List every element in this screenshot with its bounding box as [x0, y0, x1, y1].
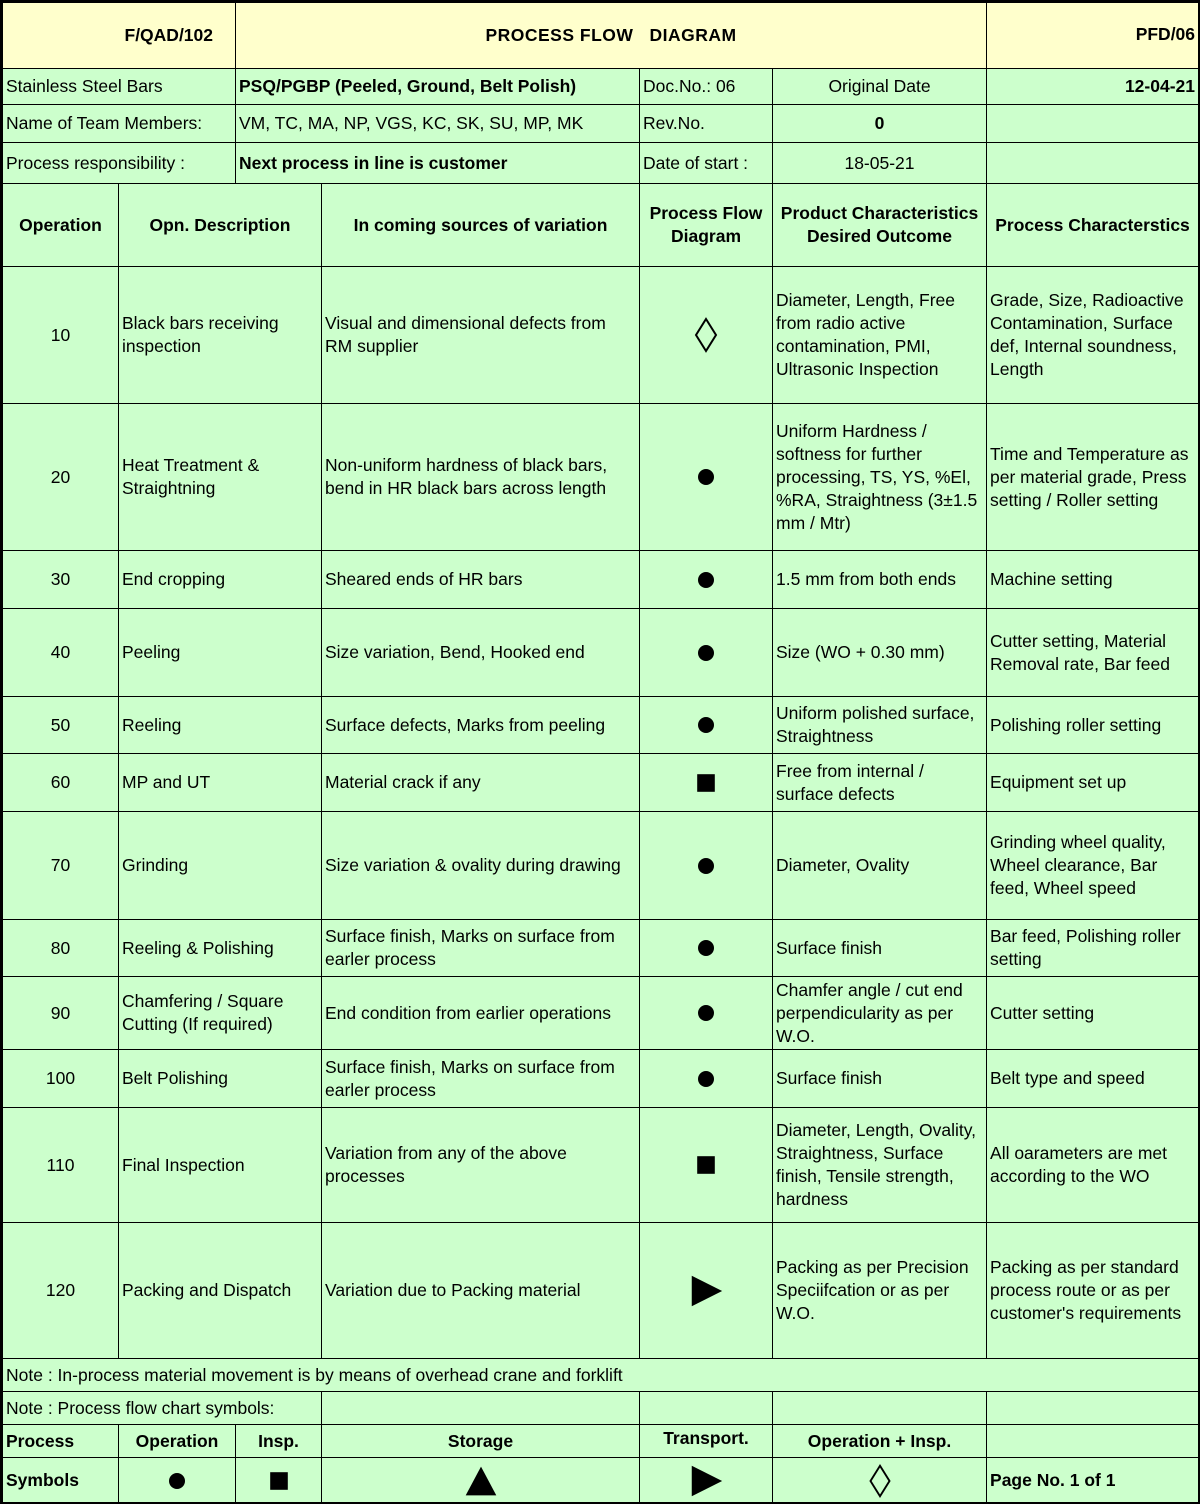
empty-cell: [987, 1392, 1199, 1425]
legend-transport-symbol: [640, 1458, 773, 1504]
operation-number: 40: [3, 609, 119, 697]
operation-row: [3, 1050, 1199, 1108]
operation-description: Reeling: [119, 697, 322, 754]
variation-sources: Size variation & ovality during drawing: [322, 812, 640, 920]
process-characteristics: Belt type and speed: [987, 1050, 1199, 1108]
process-characteristics: Equipment set up: [987, 754, 1199, 812]
triangle-up-icon: [325, 1463, 636, 1499]
legend-inspection-label: Insp.: [236, 1425, 322, 1458]
start-date-label: Date of start :: [640, 143, 773, 184]
product-characteristics: Surface finish: [773, 920, 987, 977]
col-header-process: Process Characterstics: [987, 184, 1199, 267]
operation-number: 70: [3, 812, 119, 920]
operation-description: Heat Treatment & Straightning: [119, 404, 322, 551]
product-name: Stainless Steel Bars: [3, 69, 236, 105]
legend-symbol-row: [3, 1458, 1199, 1504]
process-characteristics: Grade, Size, Radioactive Contamination, Surface def, Internal soundness, Length: [987, 267, 1199, 404]
flow-symbol-cell: [640, 754, 773, 812]
movement-note: Note : In-process material movement is by means of overhead crane and forklift: [3, 1359, 1199, 1392]
variation-sources: Variation due to Packing material: [322, 1223, 640, 1359]
square-icon: [643, 767, 769, 799]
operation-row: [3, 404, 1199, 551]
product-characteristics: Diameter, Ovality: [773, 812, 987, 920]
variation-sources: Surface finish, Marks on surface from earler process: [322, 920, 640, 977]
team-members: VM, TC, MA, NP, VGS, KC, SK, SU, MP, MK: [236, 105, 640, 143]
variation-sources: Surface finish, Marks on surface from earler process: [322, 1050, 640, 1108]
operation-row: [3, 1108, 1199, 1223]
operation-number: 90: [3, 977, 119, 1050]
operation-number: 80: [3, 920, 119, 977]
start-date: 18-05-21: [773, 143, 987, 184]
operation-row: [3, 977, 1199, 1050]
col-header-description: Opn. Description: [119, 184, 322, 267]
responsibility-value: Next process in line is customer: [236, 143, 640, 184]
process-characteristics: Cutter setting, Material Removal rate, Bar feed: [987, 609, 1199, 697]
page-number: Page No. 1 of 1: [987, 1458, 1199, 1504]
legend-operation-label: Operation: [119, 1425, 236, 1458]
variation-sources: Surface defects, Marks from peeling: [322, 697, 640, 754]
square-icon: [239, 1465, 318, 1497]
product-characteristics: Surface finish: [773, 1050, 987, 1108]
circle-icon: [643, 932, 769, 964]
legend-inspection-symbol: [236, 1458, 322, 1504]
flow-symbol-cell: [640, 551, 773, 609]
operation-description: MP and UT: [119, 754, 322, 812]
product-characteristics: Diameter, Length, Free from radio active contamination, PMI, Ultrasonic Inspection: [773, 267, 987, 404]
process-characteristics: Grinding wheel quality, Wheel clearance, Bar feed, Wheel speed: [987, 812, 1199, 920]
circle-icon: [643, 850, 769, 882]
note-row: [3, 1392, 1199, 1425]
rev-number: 0: [773, 105, 987, 143]
operation-number: 10: [3, 267, 119, 404]
empty-cell: [987, 105, 1199, 143]
circle-icon: [643, 1063, 769, 1095]
operation-number: 110: [3, 1108, 119, 1223]
original-date: 12-04-21: [987, 69, 1199, 105]
flow-symbol-cell: [640, 977, 773, 1050]
operation-description: Packing and Dispatch: [119, 1223, 322, 1359]
legend-operation-symbol: [119, 1458, 236, 1504]
circle-icon: [643, 637, 769, 669]
circle-icon: [643, 564, 769, 596]
process-characteristics: All oarameters are met according to the WO: [987, 1108, 1199, 1223]
team-label: Name of Team Members:: [3, 105, 236, 143]
diamond-icon: [776, 1462, 983, 1500]
operation-row: [3, 812, 1199, 920]
title-row: [3, 3, 1199, 69]
pfd-number: PFD/06: [987, 3, 1199, 69]
operation-description: Grinding: [119, 812, 322, 920]
variation-sources: Size variation, Bend, Hooked end: [322, 609, 640, 697]
process-characteristics: Machine setting: [987, 551, 1199, 609]
circle-icon: [643, 997, 769, 1029]
operation-description: End cropping: [119, 551, 322, 609]
process-characteristics: Polishing roller setting: [987, 697, 1199, 754]
flow-symbol-cell: [640, 609, 773, 697]
product-characteristics: Packing as per Precision Speciifcation or as per W.O.: [773, 1223, 987, 1359]
empty-cell: [773, 1392, 987, 1425]
legend-storage-label: Storage: [322, 1425, 640, 1458]
note-row: [3, 1359, 1199, 1392]
flow-symbol-cell: [640, 1050, 773, 1108]
triangle-right-icon: [643, 1462, 769, 1500]
operation-number: 20: [3, 404, 119, 551]
process-name: PSQ/PGBP (Peeled, Ground, Belt Polish): [236, 69, 640, 105]
operation-row: [3, 1223, 1199, 1359]
operation-row: [3, 697, 1199, 754]
empty-cell: [987, 1425, 1199, 1458]
column-header-row: [3, 184, 1199, 267]
operation-description: Chamfering / Square Cutting (If required): [119, 977, 322, 1050]
variation-sources: Variation from any of the above processes: [322, 1108, 640, 1223]
product-characteristics: Uniform polished surface, Straightness: [773, 697, 987, 754]
variation-sources: End condition from earlier operations: [322, 977, 640, 1050]
circle-icon: [643, 461, 769, 493]
operation-description: Reeling & Polishing: [119, 920, 322, 977]
form-number: F/QAD/102: [3, 3, 236, 69]
pfd-table: [2, 2, 1199, 1504]
empty-cell: [322, 1392, 640, 1425]
variation-sources: Material crack if any: [322, 754, 640, 812]
product-characteristics: 1.5 mm from both ends: [773, 551, 987, 609]
info-row-2: [3, 105, 1199, 143]
operation-description: Peeling: [119, 609, 322, 697]
operation-description: Black bars receiving inspection: [119, 267, 322, 404]
product-characteristics: Size (WO + 0.30 mm): [773, 609, 987, 697]
col-header-product: Product Characteristics Desired Outcome: [773, 184, 987, 267]
triangle-right-icon: [643, 1272, 769, 1310]
circle-icon: [122, 1465, 232, 1497]
empty-cell: [640, 1392, 773, 1425]
product-characteristics: Chamfer angle / cut end perpendicularity as per W.O.: [773, 977, 987, 1050]
original-date-label: Original Date: [773, 69, 987, 105]
process-characteristics: Cutter setting: [987, 977, 1199, 1050]
operation-row: [3, 920, 1199, 977]
operation-row: [3, 754, 1199, 812]
doc-number: Doc.No.: 06: [640, 69, 773, 105]
operation-number: 30: [3, 551, 119, 609]
operation-description: Belt Polishing: [119, 1050, 322, 1108]
legend-header-row: [3, 1425, 1199, 1458]
circle-icon: [643, 709, 769, 741]
operation-row: [3, 551, 1199, 609]
operation-number: 120: [3, 1223, 119, 1359]
operation-number: 50: [3, 697, 119, 754]
responsibility-label: Process responsibility :: [3, 143, 236, 184]
operation-number: 60: [3, 754, 119, 812]
flow-symbol-cell: [640, 267, 773, 404]
process-characteristics: Time and Temperature as per material grade, Press setting / Roller setting: [987, 404, 1199, 551]
legend-storage-symbol: [322, 1458, 640, 1504]
operation-number: 100: [3, 1050, 119, 1108]
legend-transport-label: Transport.: [640, 1425, 773, 1458]
product-characteristics: Diameter, Length, Ovality, Straightness, Surface finish, Tensile strength, hardness: [773, 1108, 987, 1223]
flow-symbol-cell: [640, 697, 773, 754]
info-row-3: [3, 143, 1199, 184]
flow-symbol-cell: [640, 920, 773, 977]
flow-symbol-cell: [640, 812, 773, 920]
symbols-note: Note : Process flow chart symbols:: [3, 1392, 322, 1425]
rev-label: Rev.No.: [640, 105, 773, 143]
process-characteristics: Packing as per standard process route or as per customer's requirements: [987, 1223, 1199, 1359]
product-characteristics: Free from internal / surface defects: [773, 754, 987, 812]
flow-symbol-cell: [640, 404, 773, 551]
legend-op-insp-symbol: [773, 1458, 987, 1504]
process-characteristics: Bar feed, Polishing roller setting: [987, 920, 1199, 977]
product-characteristics: Uniform Hardness / softness for further processing, TS, YS, %El, %RA, Straightness (3±1.5 mm / Mtr): [773, 404, 987, 551]
operation-description: Final Inspection: [119, 1108, 322, 1223]
variation-sources: Sheared ends of HR bars: [322, 551, 640, 609]
empty-cell: [987, 143, 1199, 184]
operation-row: [3, 609, 1199, 697]
legend-op-insp-label: Operation + Insp.: [773, 1425, 987, 1458]
page-title: PROCESS FLOW DIAGRAM: [236, 3, 987, 69]
legend-process-label: Process: [3, 1425, 119, 1458]
col-header-sources: In coming sources of variation: [322, 184, 640, 267]
flow-symbol-cell: [640, 1108, 773, 1223]
variation-sources: Non-uniform hardness of black bars, bend in HR black bars across length: [322, 404, 640, 551]
col-header-flow: Process Flow Diagram: [640, 184, 773, 267]
square-icon: [643, 1149, 769, 1181]
legend-symbols-label: Symbols: [3, 1458, 119, 1504]
info-row-1: [3, 69, 1199, 105]
diamond-icon: [643, 315, 769, 355]
flow-symbol-cell: [640, 1223, 773, 1359]
col-header-operation: Operation: [3, 184, 119, 267]
operation-row: [3, 267, 1199, 404]
variation-sources: Visual and dimensional defects from RM supplier: [322, 267, 640, 404]
